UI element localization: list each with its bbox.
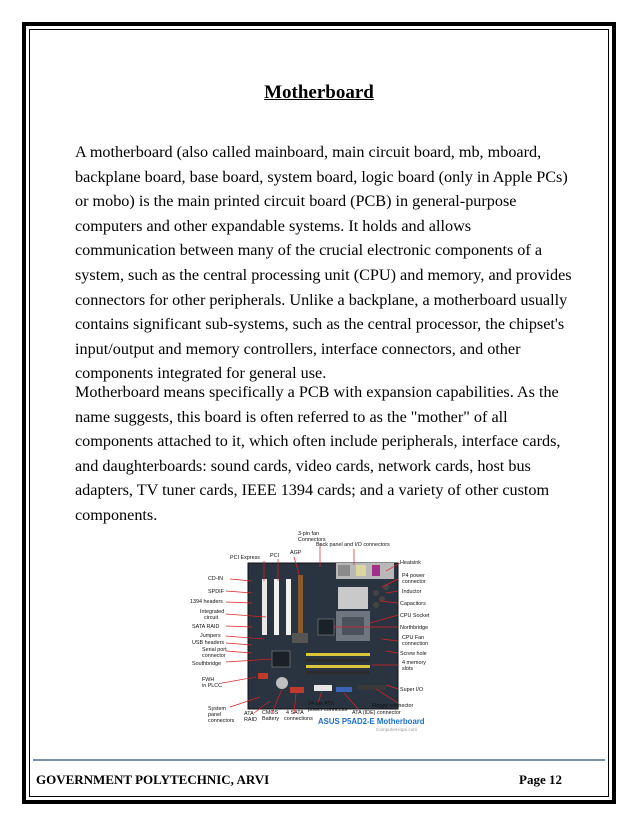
label-agp: AGP bbox=[290, 550, 302, 556]
label-back-panel: Back panel and I/O connectors bbox=[316, 542, 390, 548]
agp-slot bbox=[298, 575, 303, 635]
label-screw-hole: Screw hole bbox=[400, 651, 427, 657]
southbridge bbox=[272, 651, 290, 667]
label-pci: PCI bbox=[270, 553, 279, 559]
label-cpu-fan-line2: connection bbox=[402, 641, 429, 647]
memory-slots bbox=[306, 653, 370, 656]
page-title: Motherboard bbox=[264, 82, 374, 103]
label-system-panel-line1: System bbox=[208, 706, 226, 712]
pci-slot bbox=[274, 579, 279, 635]
label-cmos-line2: Battery bbox=[262, 716, 280, 722]
label-spdif: SPDIF bbox=[208, 589, 224, 595]
footer-rule bbox=[33, 759, 605, 761]
paragraph-definition: A motherboard (also called mainboard, main circuit board, mb, mboard, backplane board, base board, system board, logic board (only in Apple PCs) or mobo) is the main printed circuit board (PCB) in general-purpose computers and other expandable systems. It holds and allows communication between many of the crucial electronic components of a system, such as the central processing unit (CPU) and memory, and provides connectors for other peripherals. Unlike a backplane, a motherboard usually contains significant sub-systems, such as the central processor, the chipset's input/output and memory controllers, interface connectors, and other components integrated for general use. bbox=[75, 143, 572, 383]
label-system-panel-line3: connectors bbox=[208, 718, 235, 724]
cmos-battery bbox=[276, 677, 288, 689]
label-ata-ide: ATA (IDE) connector bbox=[352, 710, 401, 716]
label-integrated-line1: Integrated bbox=[200, 609, 225, 615]
label-memory-line2: slots bbox=[402, 666, 414, 672]
atx-power-connector bbox=[314, 685, 332, 691]
label-memory-line1: 4 memory bbox=[402, 660, 426, 666]
label-southbridge: Southbridge bbox=[192, 661, 222, 667]
label-jumpers: Jumpers bbox=[200, 633, 221, 639]
heatsink bbox=[338, 587, 368, 609]
motherboard-diagram bbox=[186, 527, 456, 737]
label-cd-in: CD-IN bbox=[208, 576, 223, 582]
ata-ide-connector bbox=[336, 687, 352, 692]
label-cpu-socket: CPU Socket bbox=[400, 613, 430, 619]
paragraph-expansion: Motherboard means specifically a PCB with expansion capabilities. As the name suggests, this board is often referred to as the "mother" of all components attached to it, which often include peripherals, interface cards, and daughterboards: sound cards, video cards, network cards, host bus adapters, TV tuner cards, IEEE 1394 cards; and a variety of other custom components. bbox=[75, 383, 561, 524]
label-integrated-line2: circuit bbox=[204, 615, 219, 621]
label-super-io: Super I/O bbox=[400, 687, 424, 693]
label-4sata-line2: connections bbox=[284, 716, 313, 722]
label-fwh-line1: FWH bbox=[202, 677, 215, 683]
label-usb-headers: USB headers bbox=[192, 640, 225, 646]
label-atx24-line1: 24-pin ATX bbox=[308, 701, 335, 707]
footer-institution: GOVERNMENT POLYTECHNIC, ARVI bbox=[36, 772, 270, 787]
label-cmos-line1: CMOS bbox=[262, 710, 279, 716]
label-floppy: Floppy connector bbox=[372, 703, 414, 709]
label-atx24-line2: power connector bbox=[308, 707, 348, 713]
label-fwh-line2: in PLCC bbox=[202, 683, 223, 689]
label-sata-raid: SATA RAID bbox=[192, 624, 220, 630]
label-ata-raid-line2: RAID bbox=[244, 717, 257, 723]
label-pci-express: PCI Express bbox=[230, 555, 260, 561]
label-cpu-fan-line1: CPU Fan bbox=[402, 635, 425, 641]
label-3pin-fan-line2: Connectors bbox=[298, 537, 326, 543]
label-p4power-line1: P4 power bbox=[402, 573, 425, 579]
label-heatsink: Heatsink bbox=[400, 560, 421, 566]
label-4sata-line1: 4 SATA bbox=[286, 710, 304, 716]
footer-page-number: Page 12 bbox=[519, 772, 562, 787]
figure-watermark: ComputerHope.com bbox=[376, 727, 418, 732]
label-1394-headers: 1394 headers bbox=[190, 599, 223, 605]
figure-caption: ASUS P5AD2-E Motherboard bbox=[318, 717, 425, 726]
motherboard-figure bbox=[186, 527, 456, 737]
label-northbridge: Northbridge bbox=[400, 625, 429, 631]
label-inductor: Inductor bbox=[402, 589, 422, 595]
label-capacitors: Capacitors bbox=[400, 601, 426, 607]
label-serial-line1: Serial port bbox=[202, 647, 227, 653]
pci-express-slot bbox=[262, 579, 267, 635]
northbridge bbox=[318, 619, 334, 635]
label-ata-raid-line1: ATA bbox=[244, 711, 254, 717]
label-system-panel-line2: panel bbox=[208, 712, 222, 718]
label-3pin-fan-line1: 3-pin fan bbox=[298, 531, 319, 537]
label-serial-line2: connector bbox=[202, 653, 226, 659]
label-p4power-line2: connector bbox=[402, 579, 426, 585]
